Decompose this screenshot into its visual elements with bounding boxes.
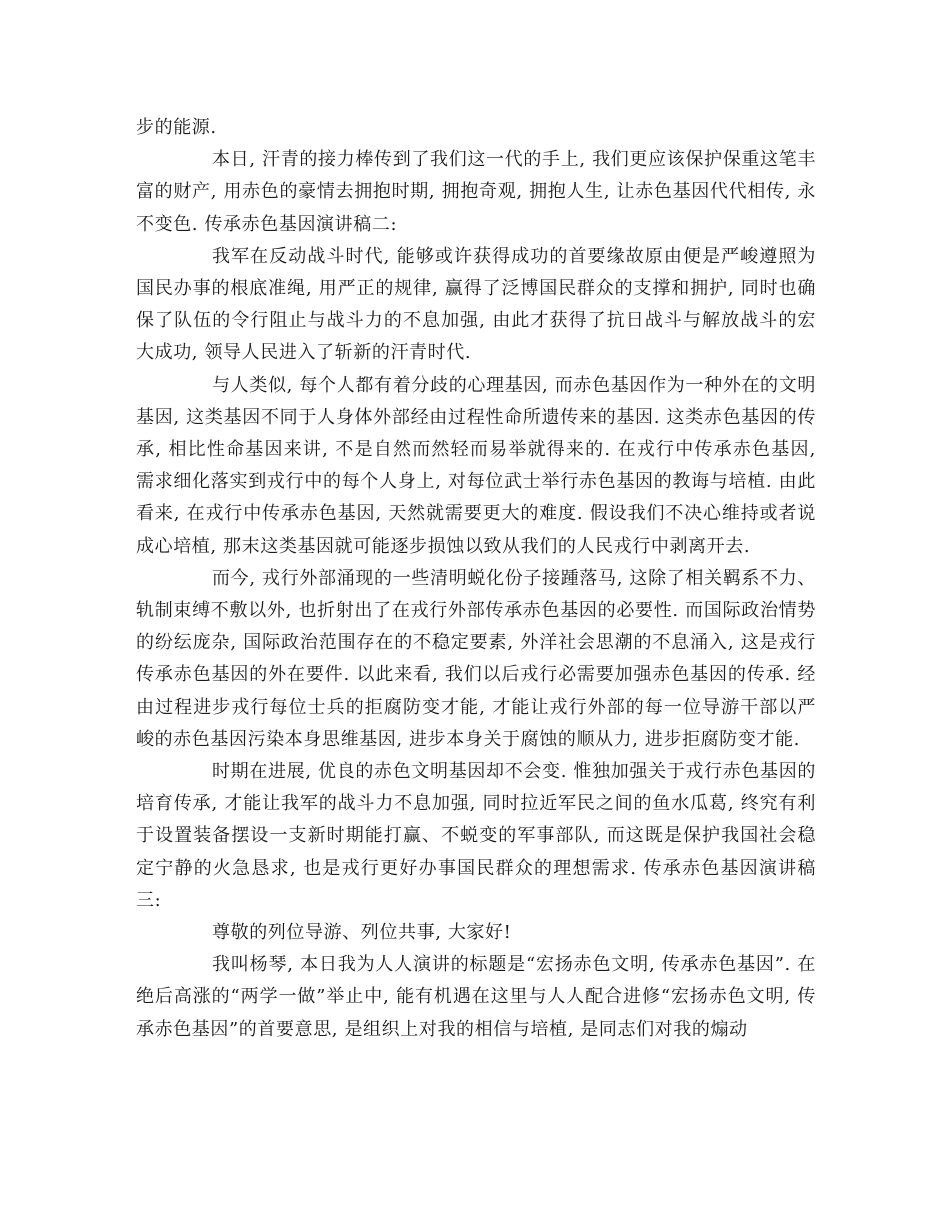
paragraph-6: 时期在进展, 优良的赤色文明基因却不会变. 惟独加强关于戎行赤色基因的培育传承, 才能让我军的战斗力不息加强, 同时拉近军民之间的鱼水瓜葛, 终究有利于设置装备摆设一支新时期能打赢、不蜕变的军事部队, 而这既是保护我国社会稳定宁静的火急恳求, 也是戎行更好办事国民群众的理想需求. 传承赤色基因演讲稿三: [136,761,816,911]
paragraph-5: 而今, 戎行外部涌现的一些清明蜕化份子接踵落马, 这除了相关羁系不力、轨制束缚不敷以外, 也折射出了在戎行外部传承赤色基因的必要性. 而国际政治情势的纷纭庞杂, 国际政治范围存在的不稳定要素, 外洋社会思潮的不息涌入, 这是戎行传承赤色基因的外在要件. 以此来看, 我们以后戎行必需要加强赤色基因的传承. 经由过程进步戎行每位士兵的拒腐防变才能, 才能让戎行外部的每一位导游干部以严峻的赤色基因污染本身思维基因, 进步本身关于腐蚀的顺从力, 进步拒腐防变才能. [136,567,816,750]
paragraph-2: 本日, 汗青的接力棒传到了我们这一代的手上, 我们更应该保护保重这笔丰富的财产, 用赤色的豪情去拥抱时期, 拥抱奇观, 拥抱人生, 让赤色基因代代相传, 永不变色. 传承赤色基因演讲稿二: [136,149,816,235]
document-page [136,112,816,1046]
paragraph-1: 步的能源. [136,117,217,138]
paragraph-4: 与人类似, 每个人都有着分歧的心理基因, 而赤色基因作为一种外在的文明基因, 这类基因不同于人身体外部经由过程性命所遗传来的基因. 这类赤色基因的传承, 相比性命基因来讲, 不是自然而然轻而易举就得来的. 在戎行中传承赤色基因, 需求细化落实到戎行中的每个人身上, 对每位武士举行赤色基因的教诲与培植. 由此看来, 在戎行中传承赤色基因, 天然就需要更大的难度. 假设我们不决心维持或者说成心培植, 那末这类基因就可能逐步损蚀以致从我们的人民戎行中剥离开去. [136,374,816,557]
paragraph-8: 我叫杨琴, 本日我为人人演讲的标题是“宏扬赤色文明, 传承赤色基因”. 在绝后高涨的“两学一做”举止中, 能有机遇在这里与人人配合进修“宏扬赤色文明, 传承赤色基因”的首要意思, 是组织上对我的相信与培植, 是同志们对我的煽动 [136,954,816,1040]
paragraph-3: 我军在反动战斗时代, 能够或许获得成功的首要缘故原由便是严峻遵照为国民办事的根底准绳, 用严正的规律, 赢得了泛博国民群众的支撑和拥护, 同时也确保了队伍的令行阻止与战斗力的不息加强, 由此才获得了抗日战斗与解放战斗的宏大成功, 领导人民进入了斩新的汗青时代. [136,245,816,364]
paragraph-7: 尊敬的列位导游、列位共事, 大家好! [212,922,512,944]
